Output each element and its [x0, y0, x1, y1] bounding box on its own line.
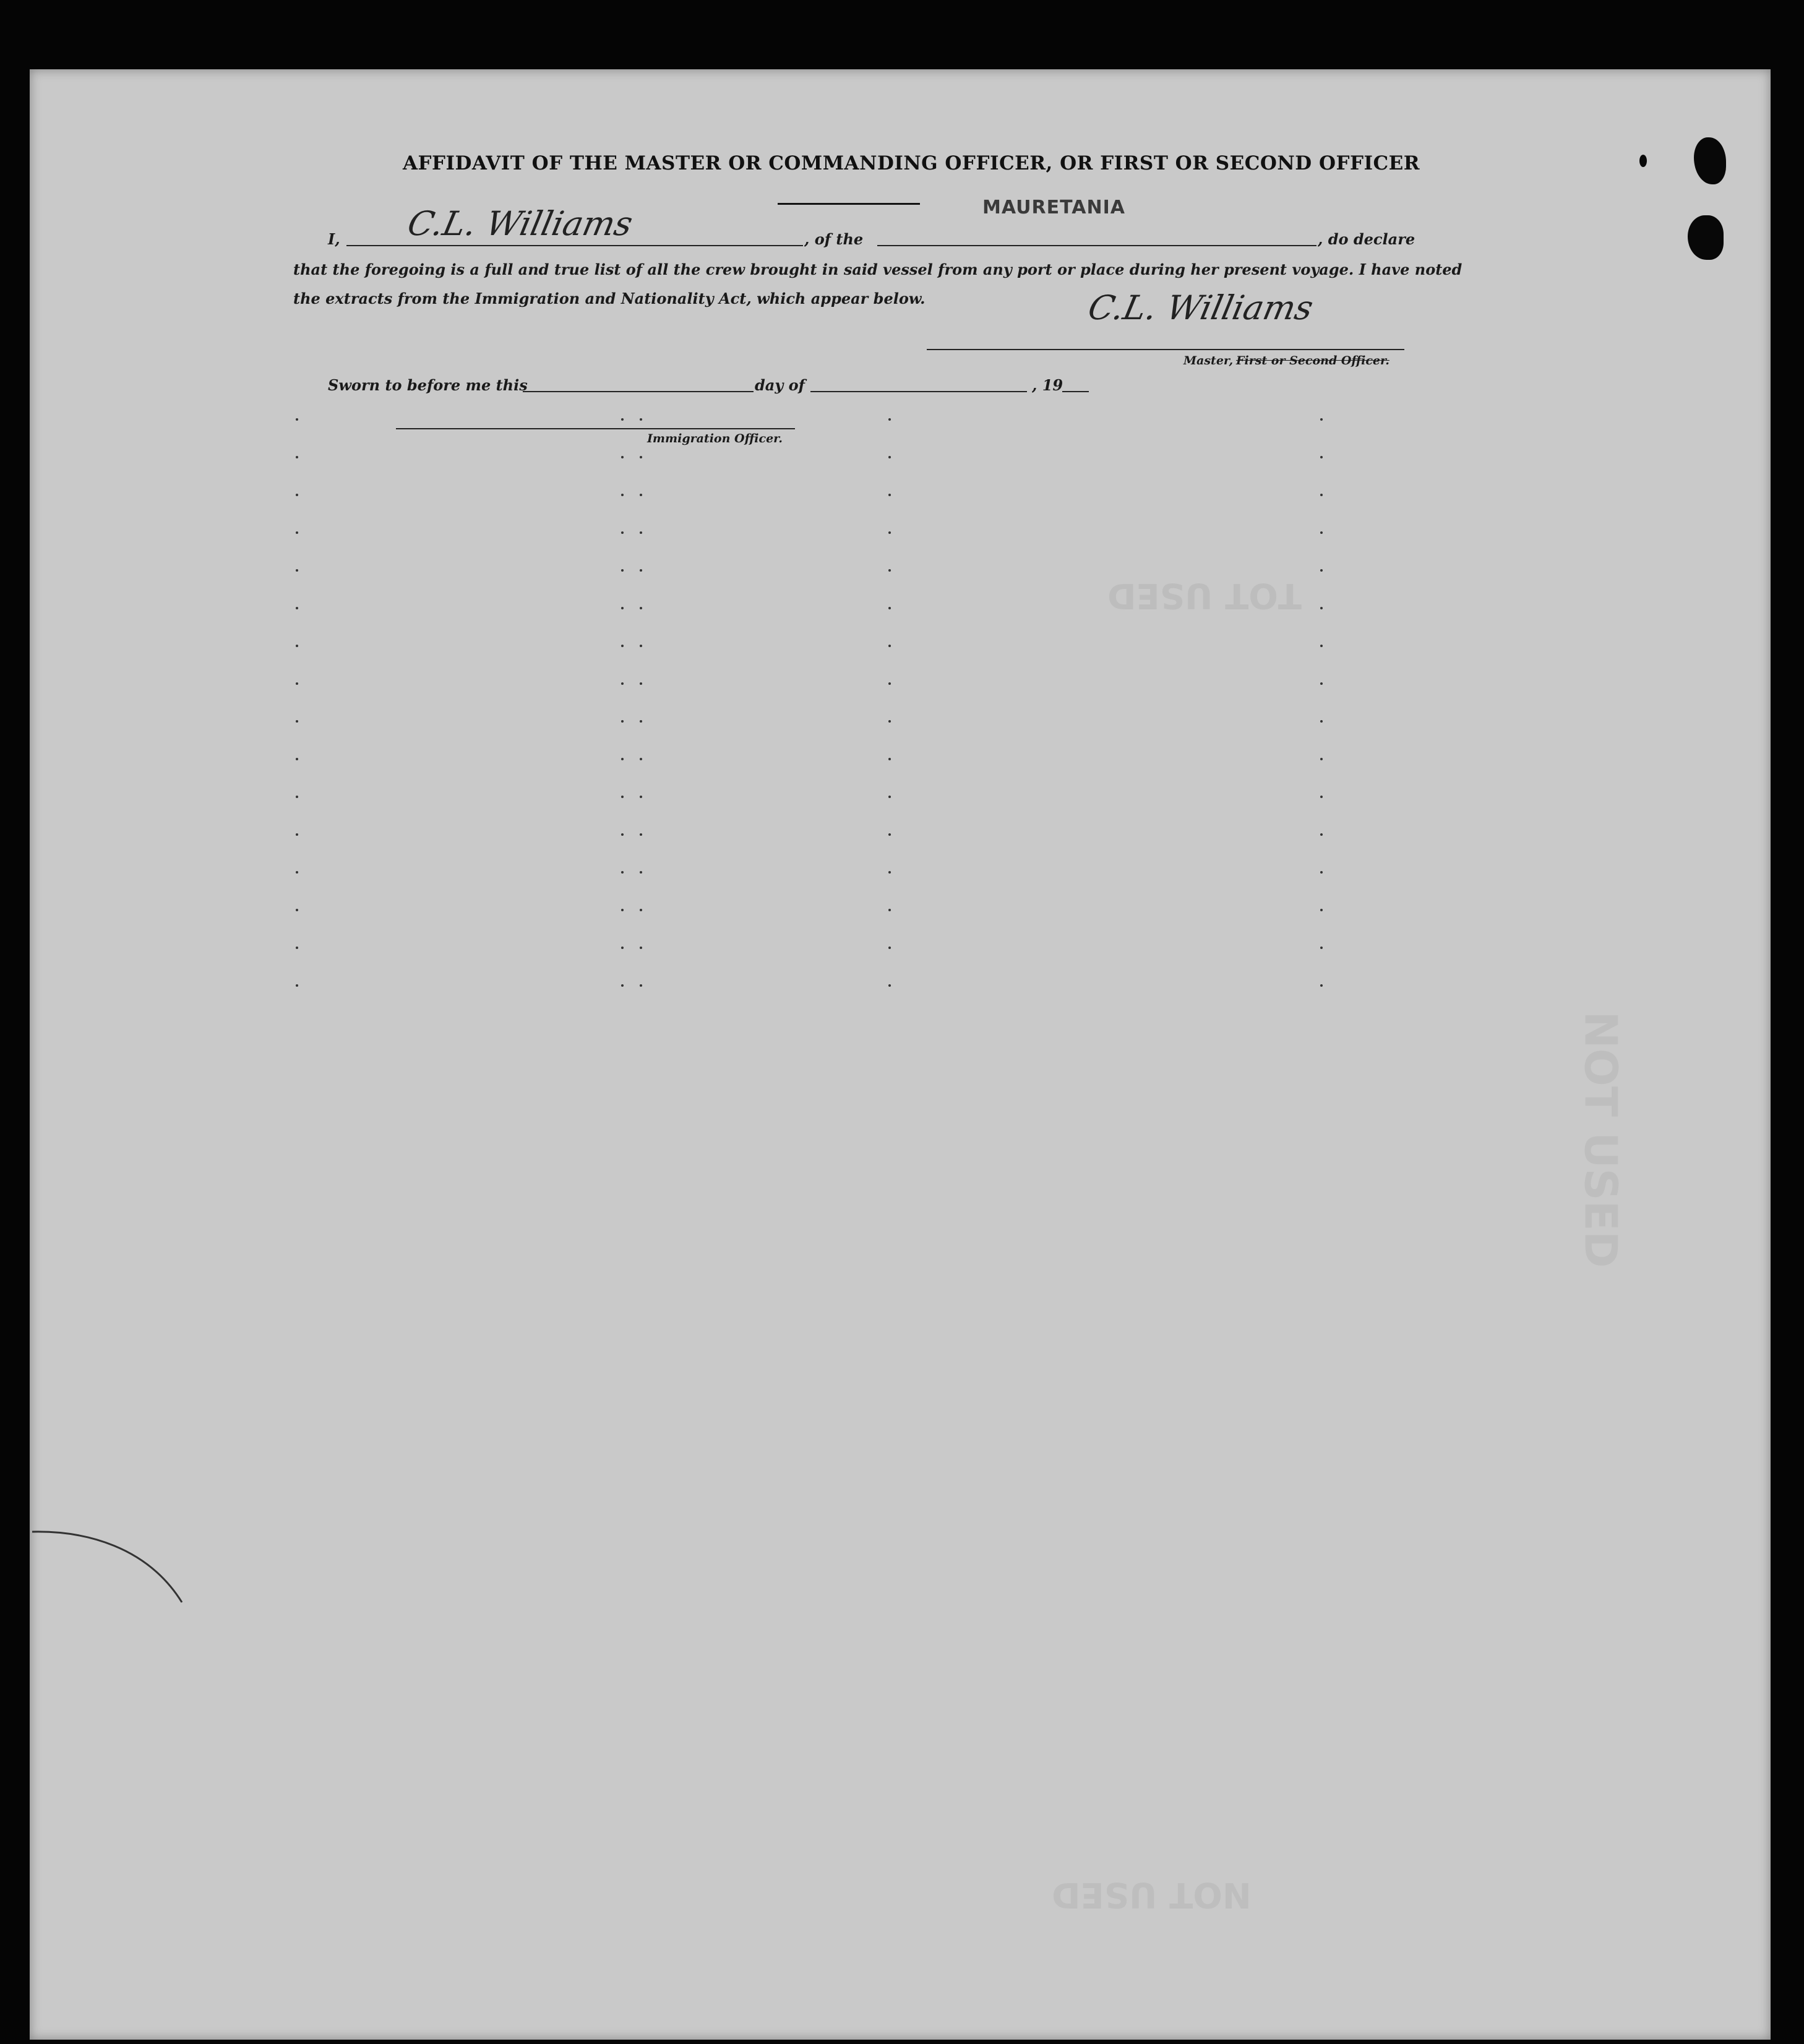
- declarant-name-line: [346, 245, 803, 246]
- column-dot: [1320, 871, 1323, 874]
- column-dot: [888, 720, 891, 723]
- column-dot: [640, 418, 642, 421]
- column-dot: [621, 682, 624, 685]
- column-dot: [888, 456, 891, 458]
- column-dot: [296, 494, 298, 496]
- column-dot: [888, 418, 891, 421]
- vessel-name-stamp: MAURETANIA: [982, 197, 1125, 218]
- column-dot: [1320, 758, 1323, 760]
- sworn-day-line: [523, 391, 754, 392]
- column-dot: [888, 909, 891, 911]
- column-dot: [640, 758, 642, 760]
- master-label: Master,: [1183, 354, 1234, 367]
- immigration-officer-label: Immigration Officer.: [647, 432, 783, 445]
- column-dot: [296, 833, 298, 836]
- ink-blot: [1688, 215, 1724, 260]
- column-dot: [640, 796, 642, 798]
- column-dot: [621, 494, 624, 496]
- bleed-through-mark: NOT USED: [1052, 1874, 1252, 1915]
- column-dot: [1320, 984, 1323, 987]
- column-dot: [296, 758, 298, 760]
- column-dot: [640, 456, 642, 458]
- column-dot: [888, 796, 891, 798]
- column-dot: [1320, 531, 1323, 534]
- affidavit-title: AFFIDAVIT OF THE MASTER OR COMMANDING OFFICER, OR FIRST OR SECOND OFFICER: [402, 152, 1420, 174]
- column-dot: [888, 682, 891, 685]
- declaration-text-line-2: that the foregoing is a full and true list of all the crew brought in said vessel from any port or place during her present voyage. I have noted: [293, 260, 1463, 278]
- year-prefix: , 19: [1032, 376, 1063, 394]
- column-dot: [1320, 796, 1323, 798]
- column-dot: [296, 645, 298, 647]
- column-dot: [296, 456, 298, 458]
- column-dot: [888, 833, 891, 836]
- column-dot: [1320, 833, 1323, 836]
- day-of-label: day of: [755, 376, 805, 394]
- column-dot: [621, 418, 624, 421]
- column-dot: [640, 984, 642, 987]
- column-dot: [888, 871, 891, 874]
- column-dot: [1320, 494, 1323, 496]
- bleed-through-mark: TOT USED: [1107, 575, 1302, 616]
- bleed-through-mark: NOT USED: [1574, 1011, 1627, 1268]
- declarant-prefix: I,: [328, 230, 340, 248]
- column-dot: [1320, 418, 1323, 421]
- column-dot: [296, 984, 298, 987]
- immigration-officer-line: [396, 428, 795, 429]
- column-dot: [640, 720, 642, 723]
- do-declare-label: , do declare: [1318, 230, 1415, 248]
- column-dot: [640, 833, 642, 836]
- column-dot: [296, 720, 298, 723]
- master-signature: C.L. Williams: [1085, 288, 1317, 327]
- declarant-signature: C.L. Williams: [404, 204, 637, 243]
- vessel-name-line: [877, 245, 1316, 246]
- column-dot: [621, 607, 624, 609]
- column-dot: [296, 947, 298, 949]
- master-label-struck: First or Second Officer.: [1236, 354, 1390, 367]
- column-dot: [296, 531, 298, 534]
- sworn-month-line: [810, 391, 1027, 392]
- column-dot: [640, 607, 642, 609]
- column-dot: [640, 494, 642, 496]
- column-dot: [296, 796, 298, 798]
- column-dot: [1320, 947, 1323, 949]
- of-the-label: , of the: [804, 230, 864, 248]
- title-rule: [778, 203, 920, 205]
- ink-blot: [1639, 155, 1647, 167]
- column-dot: [888, 984, 891, 987]
- column-dot: [1320, 682, 1323, 685]
- sworn-label: Sworn to before me this: [328, 376, 528, 394]
- column-dot: [621, 796, 624, 798]
- column-dot: [296, 909, 298, 911]
- column-dot: [1320, 456, 1323, 458]
- column-dot: [621, 758, 624, 760]
- column-dot: [296, 569, 298, 572]
- column-dot: [888, 947, 891, 949]
- column-dot: [640, 871, 642, 874]
- column-dot: [621, 569, 624, 572]
- column-dot: [296, 418, 298, 421]
- column-dot: [888, 645, 891, 647]
- column-dot: [296, 871, 298, 874]
- column-dot: [621, 720, 624, 723]
- document-page: [30, 69, 1771, 2040]
- column-dot: [888, 494, 891, 496]
- column-dot: [640, 645, 642, 647]
- column-dot: [640, 909, 642, 911]
- column-dot: [888, 758, 891, 760]
- column-dot: [640, 569, 642, 572]
- column-dot: [1320, 607, 1323, 609]
- column-dot: [888, 531, 891, 534]
- sworn-year-line: [1062, 391, 1089, 392]
- column-dot: [621, 645, 624, 647]
- column-dot: [621, 871, 624, 874]
- column-dot: [621, 909, 624, 911]
- pencil-curve-mark: [30, 1528, 191, 1621]
- column-dot: [1320, 645, 1323, 647]
- column-dot: [888, 569, 891, 572]
- declaration-text-line-3: the extracts from the Immigration and Nationality Act, which appear below.: [293, 290, 926, 307]
- column-dot: [888, 607, 891, 609]
- master-signature-line: [927, 349, 1404, 350]
- column-dot: [621, 531, 624, 534]
- column-dot: [1320, 909, 1323, 911]
- column-dot: [621, 833, 624, 836]
- column-dot: [621, 984, 624, 987]
- column-dot: [621, 947, 624, 949]
- column-dot: [1320, 569, 1323, 572]
- column-dot: [640, 947, 642, 949]
- column-dot: [640, 682, 642, 685]
- column-dot: [1320, 720, 1323, 723]
- column-dot: [296, 682, 298, 685]
- column-dot: [640, 531, 642, 534]
- column-dot: [296, 607, 298, 609]
- column-dot: [621, 456, 624, 458]
